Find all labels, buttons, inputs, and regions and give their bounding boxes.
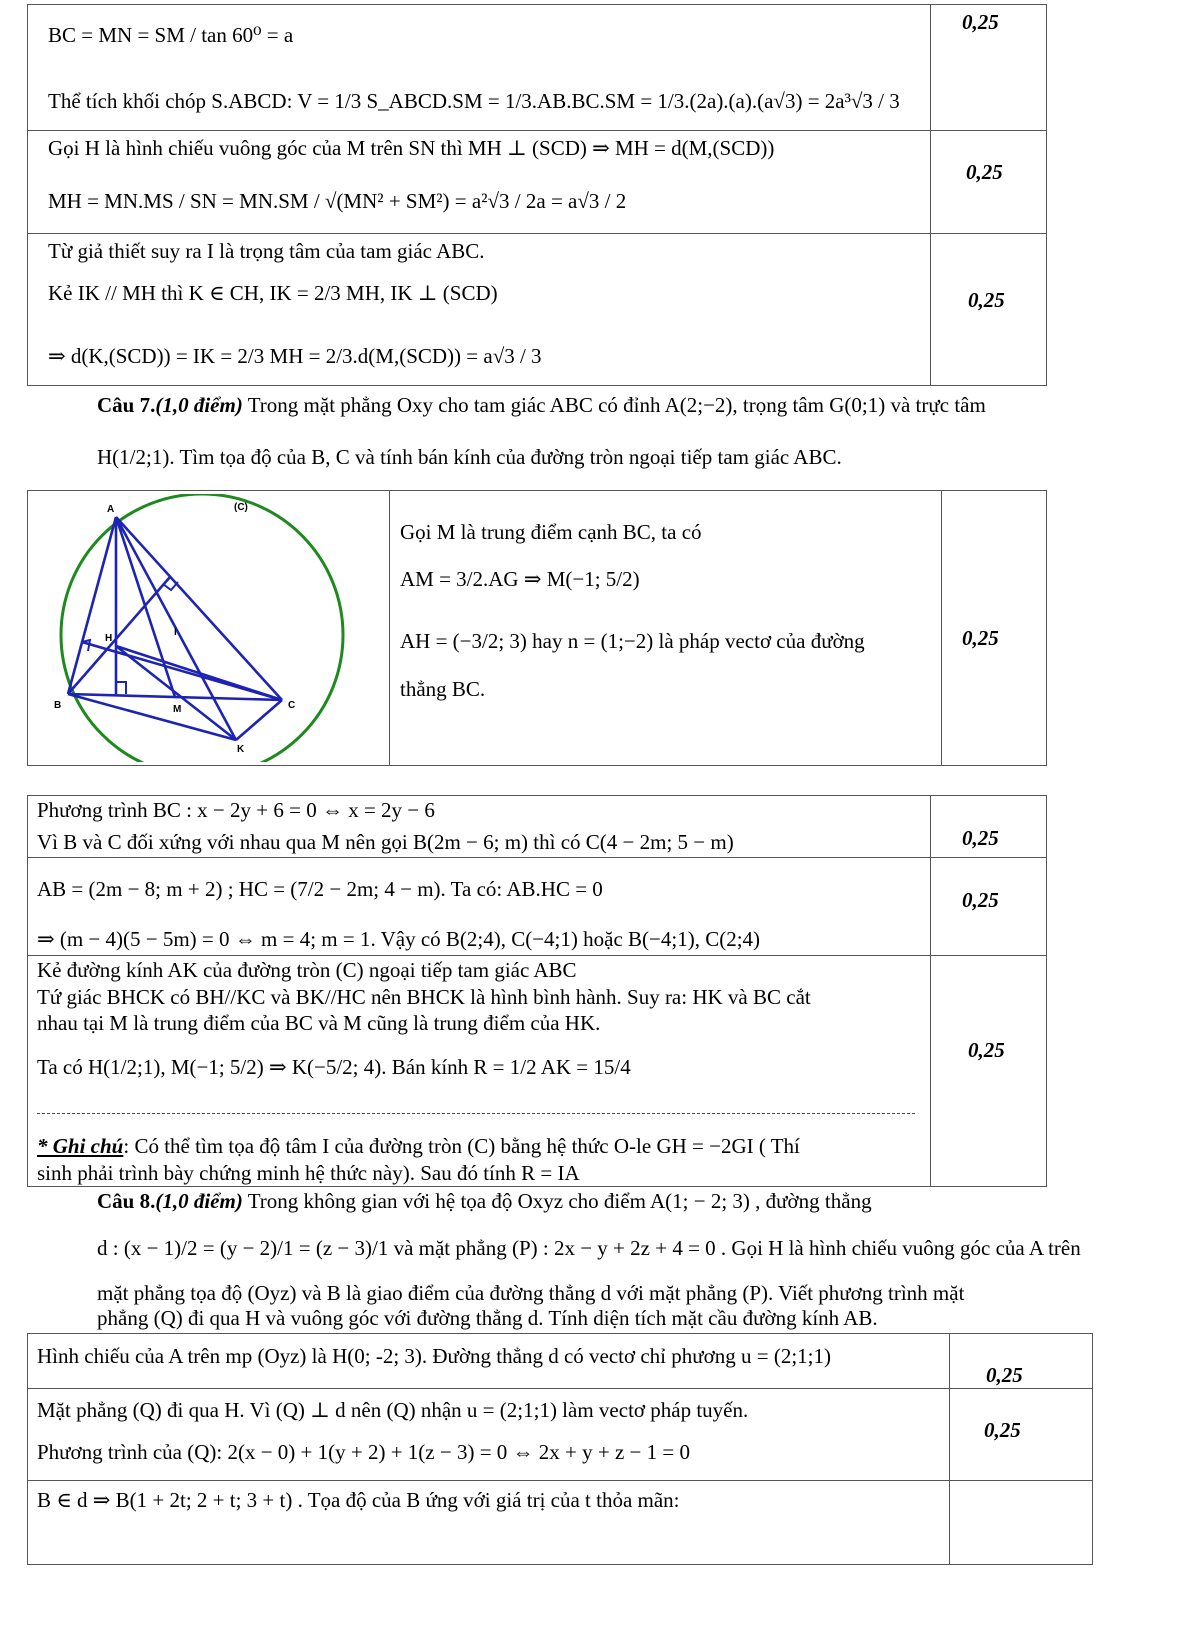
note-line: sinh phải trình bày chứng minh hệ thức này). Sau đó tính R = IA: [37, 1161, 580, 1185]
row-divider: [27, 1480, 1093, 1481]
formula-line: Ta có H(1/2;1), M(−1; 5/2) ⇒ K(−5/2; 4). Bán kính R = 1/2 AK = 15/4: [37, 1055, 631, 1079]
geometry-figure: [30, 494, 386, 762]
row-divider: [27, 955, 1047, 956]
score-value: 0,25: [968, 1038, 1005, 1062]
label-M: M: [173, 704, 182, 715]
row-divider: [27, 233, 1047, 234]
row-divider: [27, 857, 1047, 858]
formula-line: ⇒ (m − 4)(5 − 5m) = 0 ⇔ m = 4; m = 1. Vậy có B(2;4), C(−4;1) hoặc B(−4;1), C(2;4): [37, 927, 761, 951]
score-column-divider: [949, 1333, 950, 1565]
question-text: mặt phẳng tọa độ (Oyz) và B là giao điểm của đường thẳng d với mặt phẳng (P). Viết phương trình mặt: [97, 1281, 965, 1305]
score-value: 0,25: [962, 626, 999, 650]
formula-line: AH = (−3/2; 3) hay n = (1;−2) là pháp vectơ của đường: [400, 629, 865, 653]
figure-divider: [389, 490, 390, 766]
circumcircle: [61, 494, 343, 762]
formula-line: AM = 3/2.AG ⇒ M(−1; 5/2): [400, 567, 640, 591]
score-column-divider: [930, 795, 931, 1187]
score-value: 0,25: [984, 1418, 1021, 1442]
question-text: d : (x − 1)/2 = (y − 2)/1 = (z − 3)/1 và mặt phẳng (P) : 2x − y + 2z + 4 = 0 . Gọi H là hình chiếu vuông góc của A trên: [97, 1236, 1081, 1260]
formula-line: Gọi H là hình chiếu vuông góc của M trên SN thì MH ⊥ (SCD) ⇒ MH = d(M,(SCD)): [48, 136, 775, 160]
text-line: Mặt phẳng (Q) đi qua H. Vì (Q) ⊥ d nên (Q) nhận u = (2;1;1) làm vectơ pháp tuyến.: [37, 1398, 749, 1422]
label-B: B: [54, 700, 62, 711]
text-line: Hình chiếu của A trên mp (Oyz) là H(0; -2; 3). Đường thẳng d có vectơ chỉ phương u = (2;1;1): [37, 1344, 831, 1368]
score-value: 0,25: [966, 160, 1003, 184]
text-line: Từ giả thiết suy ra I là trọng tâm của tam giác ABC.: [48, 239, 485, 263]
label-K: K: [237, 744, 245, 755]
formula-line: AB = (2m − 8; m + 2) ; HC = (7/2 − 2m; 4 − m). Ta có: AB.HC = 0: [37, 877, 603, 901]
note-text: : Có thể tìm tọa độ tâm I của đường tròn (C) bằng hệ thức O-le GH = −2GI ( Thí: [123, 1134, 800, 1158]
score-value: 0,25: [962, 10, 999, 34]
formula-line: Thể tích khối chóp S.ABCD: V = 1/3 S_ABCD.SM = 1/3.AB.BC.SM = 1/3.(2a).(a).(a√3) = 2a³√3 / 3: [48, 89, 900, 113]
dashed-separator: [37, 1113, 915, 1114]
score-column-divider: [941, 490, 942, 766]
formula-line: MH = MN.MS / SN = MN.SM / √(MN² + SM²) = a²√3 / 2a = a√3 / 2: [48, 189, 627, 213]
label-circle: (C): [234, 502, 248, 513]
formula-line: BC = MN = SM / tan 60⁰ = a: [48, 23, 294, 47]
label-A: A: [107, 504, 115, 515]
text-line: Tứ giác BHCK có BH//KC và BK//HC nên BHCK là hình bình hành. Suy ra: HK và BC cắt: [37, 985, 811, 1009]
score-value: 0,25: [962, 826, 999, 850]
row-divider: [27, 130, 1047, 131]
label-C: C: [288, 700, 296, 711]
question-8-heading: [97, 1188, 872, 1214]
label-H: H: [105, 633, 113, 644]
score-value: 0,25: [962, 888, 999, 912]
question-text: H(1/2;1). Tìm tọa độ của B, C và tính bán kính của đường tròn ngoại tiếp tam giác ABC.: [97, 445, 842, 469]
segment-HK: [116, 646, 236, 740]
note-line: [37, 1133, 800, 1159]
score-column-divider: [930, 4, 931, 386]
text-line: thẳng BC.: [400, 677, 486, 701]
question-text: Trong mặt phẳng Oxy cho tam giác ABC có đỉnh A(2;−2), trọng tâm G(0;1) và trực tâm: [247, 393, 986, 417]
text-line: Gọi M là trung điểm cạnh BC, ta có: [400, 520, 702, 544]
formula-line: Kẻ IK // MH thì K ∈ CH, IK = 2/3 MH, IK ⊥ (SCD): [48, 281, 498, 305]
formula-line: Phương trình BC : x − 2y + 6 = 0 ⇔ x = 2y − 6: [37, 798, 435, 822]
formula-line: ⇒ d(K,(SCD)) = IK = 2/3 MH = 2/3.d(M,(SCD)) = a√3 / 3: [48, 344, 542, 368]
score-value: 0,25: [986, 1363, 1023, 1387]
question-text: Trong không gian với hệ tọa độ Oxyz cho điểm A(1; − 2; 3) , đường thẳng: [247, 1189, 872, 1213]
segment-CK: [236, 700, 282, 740]
formula-line: B ∈ d ⇒ B(1 + 2t; 2 + t; 3 + t) . Tọa độ của B ứng với giá trị của t thỏa mãn:: [37, 1488, 680, 1512]
question-7-heading: [97, 392, 986, 418]
question-points: (1,0 điểm): [155, 393, 243, 417]
right-angle-mark: [82, 640, 90, 651]
label-I: I: [174, 627, 177, 638]
right-angle-mark: [116, 682, 126, 694]
formula-line: Phương trình của (Q): 2(x − 0) + 1(y + 2) + 1(z − 3) = 0 ⇔ 2x + y + z − 1 = 0: [37, 1440, 690, 1464]
formula-line: Vì B và C đối xứng với nhau qua M nên gọi B(2m − 6; m) thì có C(4 − 2m; 5 − m): [37, 830, 734, 854]
score-value: 0,25: [968, 288, 1005, 312]
question-label: Câu 8.: [97, 1189, 156, 1213]
segment-BK: [68, 694, 236, 740]
question-label: Câu 7.: [97, 393, 156, 417]
question-points: (1,0 điểm): [155, 1189, 243, 1213]
question-text: phẳng (Q) đi qua H và vuông góc với đường thẳng d. Tính diện tích mặt cầu đường kính AB.: [97, 1306, 878, 1330]
text-line: nhau tại M là trung điểm của BC và M cũng là trung điểm của HK.: [37, 1011, 601, 1035]
note-label: * Ghi chú: [37, 1134, 124, 1158]
text-line: Kẻ đường kính AK của đường tròn (C) ngoại tiếp tam giác ABC: [37, 958, 577, 982]
row-divider: [27, 1388, 1093, 1389]
